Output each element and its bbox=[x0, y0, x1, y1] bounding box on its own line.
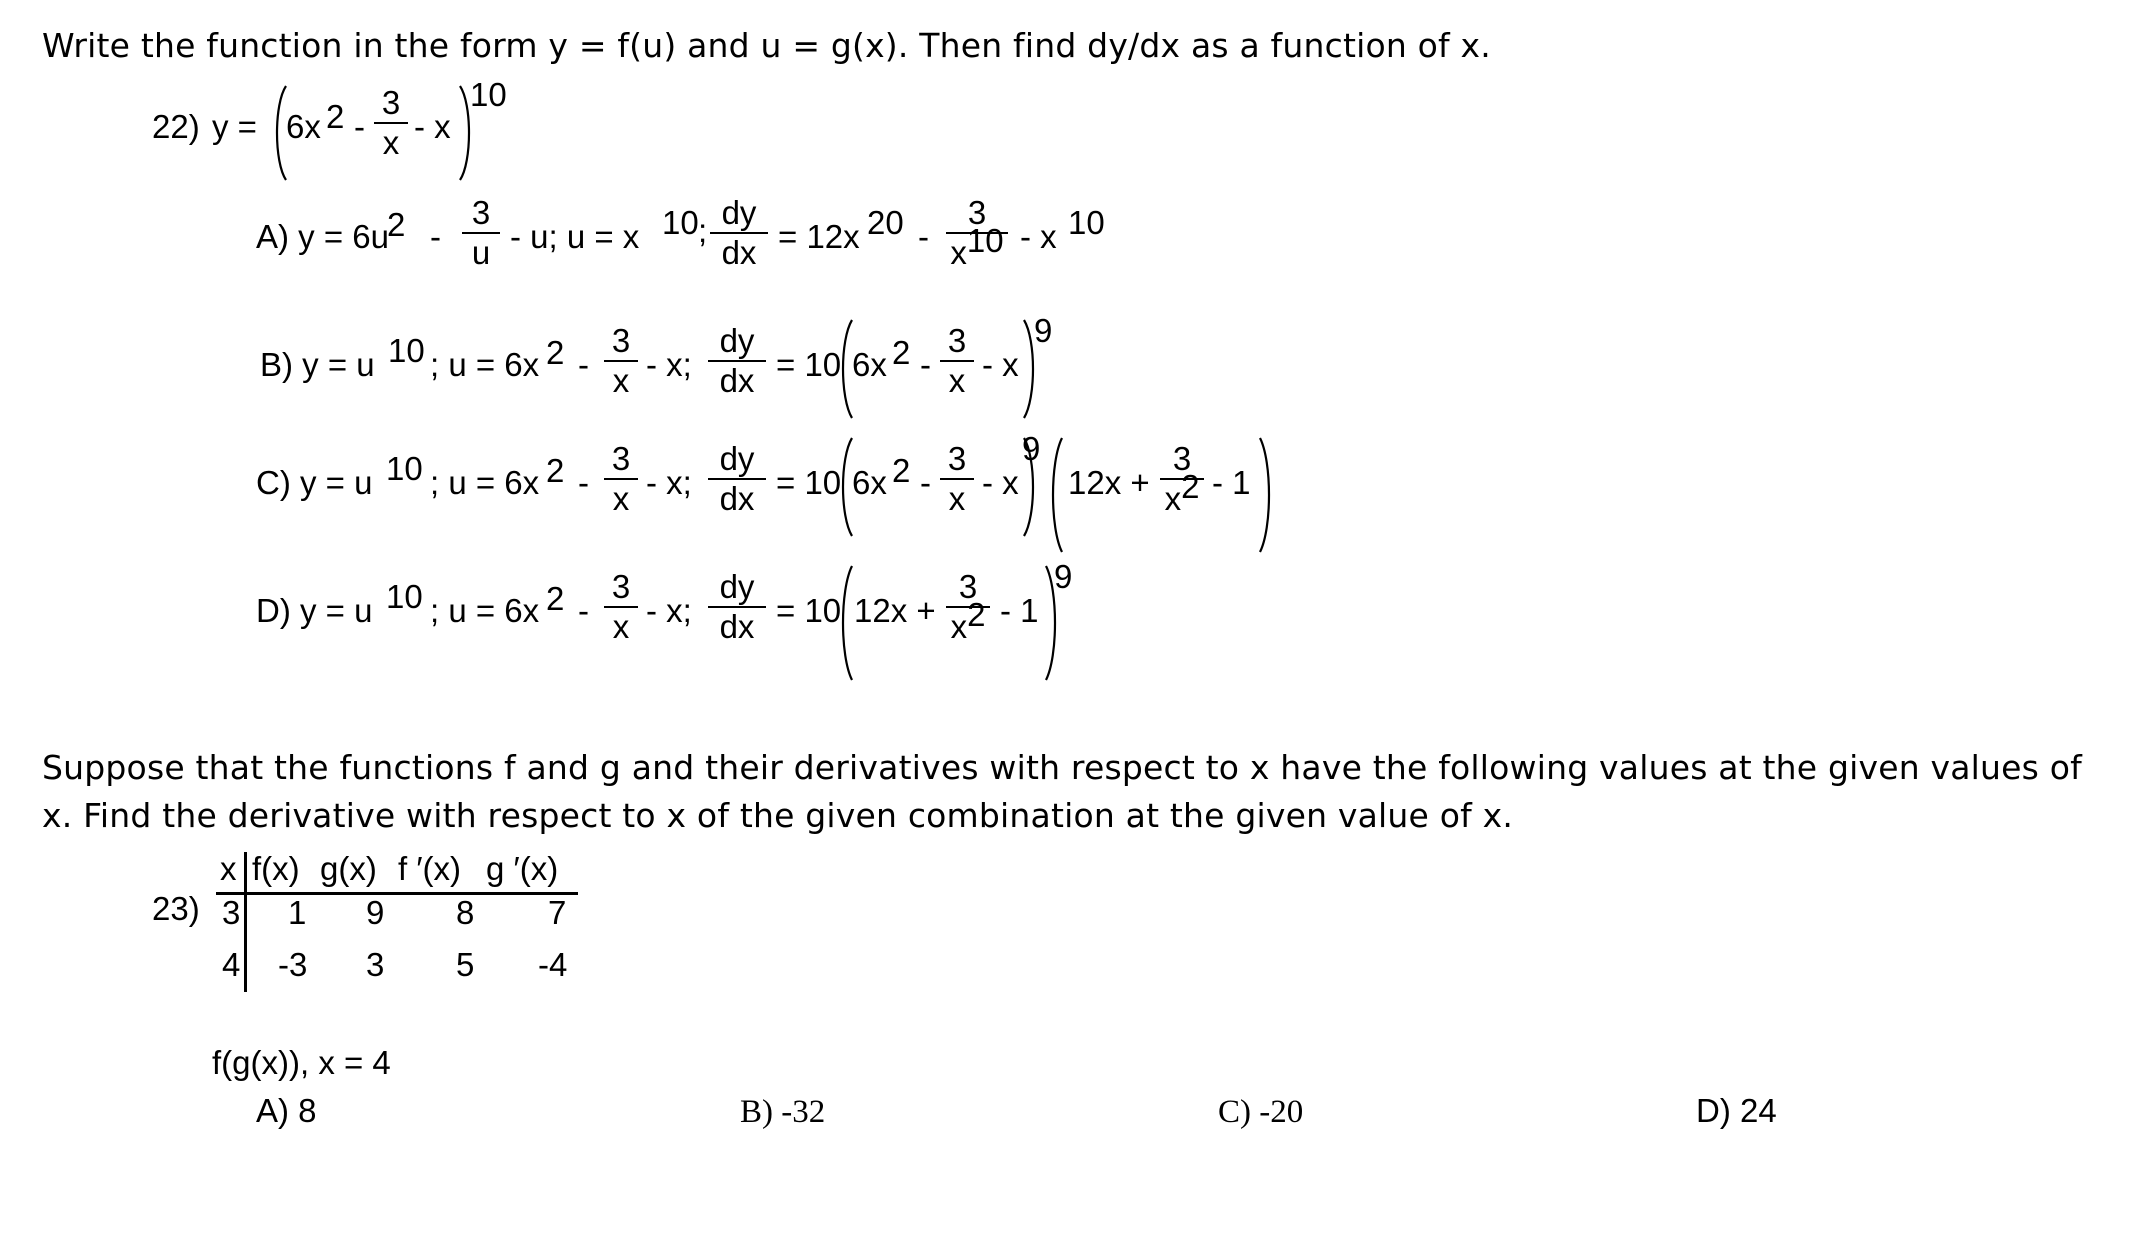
q22-c-exp1: 10 bbox=[386, 450, 423, 487]
q22-b-dydx bbox=[708, 322, 766, 400]
q22-a-frac1 bbox=[462, 194, 500, 272]
q22-base: 6x bbox=[286, 108, 321, 145]
q23-instruction-line1: Suppose that the functions f and g and their derivatives with respect to x have the following values at the given values of bbox=[42, 748, 2082, 787]
q22-b-inner: 6x bbox=[852, 346, 887, 383]
q22-b-outer-exp: 9 bbox=[1034, 312, 1053, 349]
q22-c-tail1: - x; bbox=[646, 464, 692, 501]
q22-tail: - x bbox=[414, 108, 451, 145]
q22-d-label: D) y = u bbox=[256, 592, 373, 629]
q22-c-inner-exp: 2 bbox=[892, 452, 911, 489]
q23-instruction-line2: x. Find the derivative with respect to x of the given combination at the given value of x. bbox=[42, 796, 1514, 835]
q22-b-tail1: - x; bbox=[646, 346, 692, 383]
q23-row1-f: 1 bbox=[288, 894, 307, 931]
q22-outer-exp: 10 bbox=[470, 76, 507, 113]
q22-a-frac1-num: 3 bbox=[471, 194, 491, 231]
q22-c-right-paren-2 bbox=[1256, 436, 1276, 556]
q22-d-tail2: - 1 bbox=[1000, 592, 1039, 629]
q23-header-f: f(x) bbox=[252, 850, 300, 887]
q23-row1-g: 9 bbox=[366, 894, 385, 931]
q22-c-mid: ; u = 6x bbox=[430, 464, 540, 501]
q23-option-a[interactable]: A) 8 bbox=[256, 1092, 317, 1129]
q22-a-dy: dy bbox=[721, 194, 757, 231]
q22-c-outer-exp: 9 bbox=[1022, 430, 1041, 467]
q22-d-frac1 bbox=[604, 568, 638, 646]
q22-number: 22) bbox=[152, 108, 200, 145]
q22-base-exp: 2 bbox=[326, 98, 345, 135]
q22-d-outer-exp: 9 bbox=[1054, 558, 1073, 595]
q23-prompt: f(g(x)), x = 4 bbox=[212, 1044, 391, 1081]
q22-c-frac2 bbox=[940, 440, 974, 518]
q22-c-frac2-num: 3 bbox=[947, 440, 967, 477]
q22-b-dy: dy bbox=[719, 322, 755, 359]
q23-header-g: g(x) bbox=[320, 850, 377, 887]
q22-c-frac2-den: x bbox=[948, 480, 966, 517]
q22-c-frac3 bbox=[1160, 440, 1204, 518]
q22-c-tail3: - 1 bbox=[1212, 464, 1251, 501]
q22-d-frac1-den: x bbox=[612, 608, 630, 645]
q22-a-dydx bbox=[710, 194, 768, 272]
q22-b-frac2-num: 3 bbox=[947, 322, 967, 359]
q22-d-frac2 bbox=[946, 568, 990, 646]
q22-d-exp1: 10 bbox=[386, 578, 423, 615]
q22-a-exp2: 10 bbox=[662, 204, 699, 241]
q22-c-frac1-num: 3 bbox=[611, 440, 631, 477]
q23-row1-gprime: 7 bbox=[548, 894, 567, 931]
q22-c-minus2: - bbox=[920, 464, 931, 501]
q22-b-inner-exp: 2 bbox=[892, 334, 911, 371]
q22-fraction bbox=[374, 84, 408, 162]
q23-row2-fprime: 5 bbox=[456, 946, 475, 983]
q22-d-tail1: - x; bbox=[646, 592, 692, 629]
q22-b-frac2 bbox=[940, 322, 974, 400]
q22-lhs: y = bbox=[212, 108, 257, 145]
q22-frac-num: 3 bbox=[381, 84, 401, 121]
q22-b-minus2: - bbox=[920, 346, 931, 383]
q22-a-eq: = 12x bbox=[778, 218, 860, 255]
q22-b-exp2: 2 bbox=[546, 334, 565, 371]
q22-c-frac1-den: x bbox=[612, 480, 630, 517]
q22-a-tail: - x bbox=[1020, 218, 1057, 255]
q23-table-vrule bbox=[244, 852, 247, 992]
q22-d-dy: dy bbox=[719, 568, 755, 605]
q22-d-dx: dx bbox=[719, 608, 755, 645]
q22-d-frac2-num: 3 bbox=[958, 568, 978, 605]
q23-row2-gprime: -4 bbox=[538, 946, 568, 983]
q22-d-mid: ; u = 6x bbox=[430, 592, 540, 629]
q22-b-tail2: - x bbox=[982, 346, 1019, 383]
q23-row1-fprime: 8 bbox=[456, 894, 475, 931]
q22-a-label: A) y = 6u bbox=[256, 218, 389, 255]
q22-a-frac2-den: x10 bbox=[950, 222, 1004, 271]
q22-c-frac3-num: 3 bbox=[1172, 440, 1192, 477]
q22-c-dydx bbox=[708, 440, 766, 518]
q22-c-label: C) y = u bbox=[256, 464, 373, 501]
q22-d-left-paren bbox=[836, 564, 856, 684]
q22-b-frac1-num: 3 bbox=[611, 322, 631, 359]
q22-c-frac1 bbox=[604, 440, 638, 518]
q22-minus: - bbox=[354, 108, 365, 145]
q22-a-minus: - bbox=[430, 218, 441, 255]
q22-b-eq: = 10 bbox=[776, 346, 842, 383]
q23-option-b[interactable] bbox=[740, 1092, 825, 1131]
q22-d-dydx bbox=[708, 568, 766, 646]
q22-b-mid: ; u = 6x bbox=[430, 346, 540, 383]
q22-b-frac2-den: x bbox=[948, 362, 966, 399]
q22-c-eq: = 10 bbox=[776, 464, 842, 501]
q22-a-exp3: 20 bbox=[867, 204, 904, 241]
q22-c-inner: 6x bbox=[852, 464, 887, 501]
q23-row2-g: 3 bbox=[366, 946, 385, 983]
q23-option-c[interactable] bbox=[1218, 1092, 1303, 1131]
q22-d-frac1-num: 3 bbox=[611, 568, 631, 605]
q22-a-frac2 bbox=[946, 194, 1008, 272]
q23-option-d[interactable]: D) 24 bbox=[1696, 1092, 1777, 1129]
q23-number: 23) bbox=[152, 890, 200, 927]
q23-row1-x: 3 bbox=[222, 894, 241, 931]
q22-c-dx: dx bbox=[719, 480, 755, 517]
q22-a-frac2-num: 3 bbox=[967, 194, 987, 231]
q22-a-exp4: 10 bbox=[1068, 204, 1105, 241]
q22-c-minus: - bbox=[578, 464, 589, 501]
q22-d-inner: 12x + bbox=[854, 592, 936, 629]
q22-b-frac1 bbox=[604, 322, 638, 400]
q22-a-minus2: - bbox=[918, 218, 929, 255]
q22-c-exp2: 2 bbox=[546, 452, 565, 489]
q22-a-semi: ; bbox=[698, 212, 708, 249]
q22-d-frac2-den: x2 bbox=[950, 596, 986, 645]
q22-a-dx: dx bbox=[721, 234, 757, 271]
q23-option-c-text: C) -20 bbox=[1218, 1094, 1304, 1130]
q22-frac-den: x bbox=[382, 124, 400, 161]
q22-c-dy: dy bbox=[719, 440, 755, 477]
q23-header-gprime: g ′(x) bbox=[486, 850, 559, 887]
q22-instruction: Write the function in the form y = f(u) and u = g(x). Then find dy/dx as a function of x. bbox=[42, 26, 1491, 65]
q23-option-b-text: B) -32 bbox=[740, 1094, 826, 1130]
q22-b-exp1: 10 bbox=[388, 332, 425, 369]
q22-a-frac1-den: u bbox=[471, 234, 491, 271]
q22-b-dx: dx bbox=[719, 362, 755, 399]
q22-b-label: B) y = u bbox=[260, 346, 375, 383]
q23-row2-x: 4 bbox=[222, 946, 241, 983]
q22-c-tail2: - x bbox=[982, 464, 1019, 501]
q22-c-frac3-den: x2 bbox=[1164, 468, 1200, 517]
q22-d-exp2: 2 bbox=[546, 580, 565, 617]
q23-header-fprime: f ′(x) bbox=[398, 850, 462, 887]
q22-c-second: 12x + bbox=[1068, 464, 1150, 501]
q22-b-minus: - bbox=[578, 346, 589, 383]
q22-d-minus: - bbox=[578, 592, 589, 629]
q23-table-hrule bbox=[216, 892, 578, 895]
q22-b-frac1-den: x bbox=[612, 362, 630, 399]
q22-d-eq: = 10 bbox=[776, 592, 842, 629]
q23-header-x: x bbox=[220, 850, 237, 887]
q22-a-exp1: 2 bbox=[387, 206, 406, 243]
q22-a-mid: - u; u = x bbox=[510, 218, 640, 255]
q22-c-left-paren-2 bbox=[1046, 436, 1066, 556]
q23-row2-f: -3 bbox=[278, 946, 308, 983]
